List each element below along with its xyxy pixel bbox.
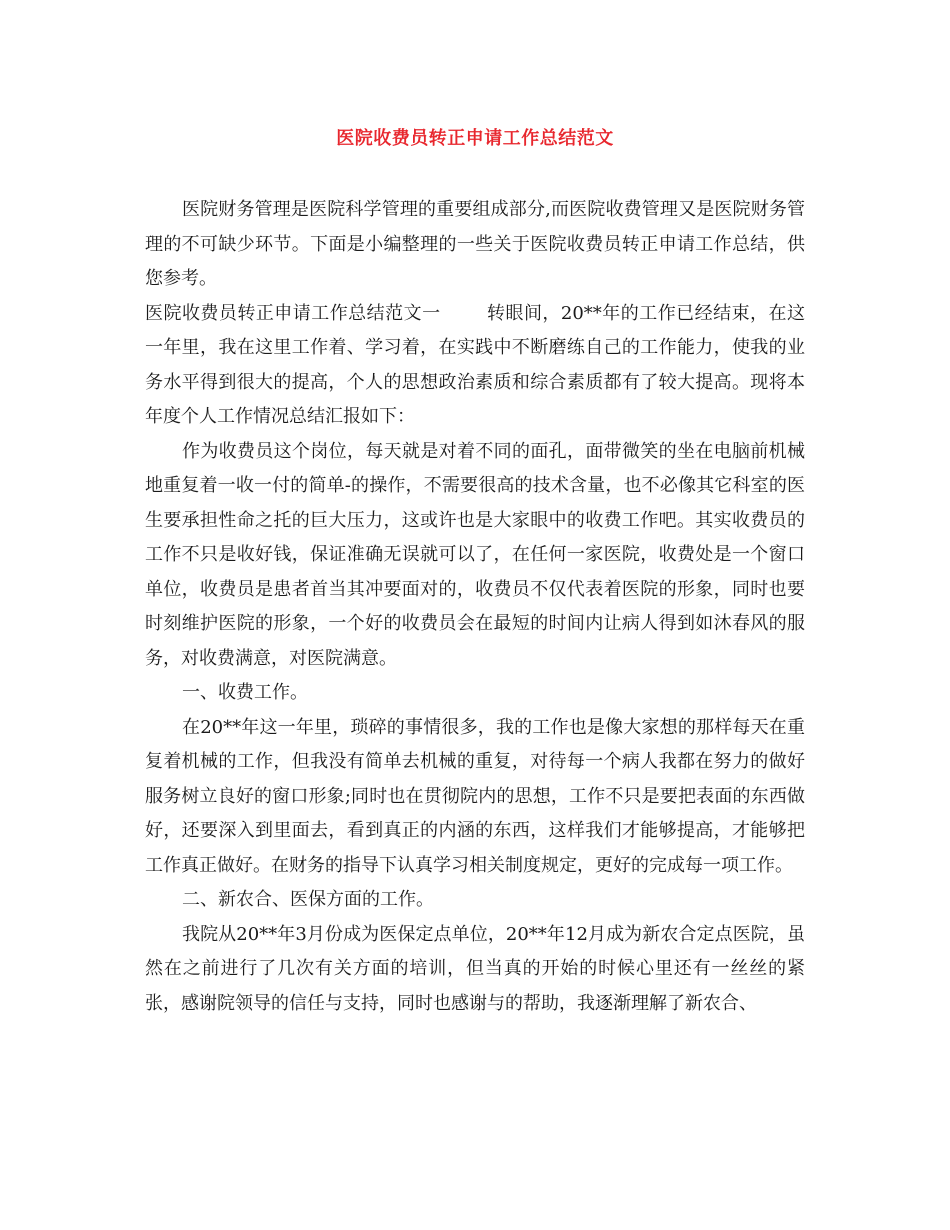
subheading-insurance-work: 二、新农合、医保方面的工作。	[182, 889, 434, 910]
document-body	[145, 193, 805, 1021]
fee-work-paragraph: 在20**年这一年里，琐碎的事情很多，我的工作也是像大家想的那样每天在重复着机械的工作，但我没有简单去机械的重复，对待每一个病人我都在努力的做好服务树立良好的窗口形象;同时也在贯彻院内的思想，工作不只是要把表面的东西做好，还要深入到里面去，看到真正的内涵的东西，这样我们才能够提高，才能够把工作真正做好。在财务的指导下认真学习相关制度规定，更好的完成每一项工作。	[145, 716, 805, 876]
intro-paragraph: 医院财务管理是医院科学管理的重要组成部分,而医院收费管理又是医院财务管理的不可缺少环节。下面是小编整理的一些关于医院收费员转正申请工作总结，供您参考。	[145, 199, 805, 289]
insurance-work-paragraph: 我院从20**年3月份成为医保定点单位，20**年12月成为新农合定点医院，虽然在之前进行了几次有关方面的培训，但当真的开始的时候心里还有一丝丝的紧张，感谢院领导的信任与支持，同时也感谢与的帮助，我逐渐理解了新农合、	[145, 923, 805, 1014]
document-title: 医院收费员转正申请工作总结范文	[336, 128, 614, 149]
section-heading: 医院收费员转正申请工作总结范文一	[145, 302, 441, 324]
section-intro: 转眼间，20**年的工作已经结束，在这一年里，我在这里工作着、学习着，在实践中不断磨练自己的工作能力，使我的业务水平得到很大的提高，个人的思想政治素质和综合素质都有了较大提高。现将本年度个人工作情况总结汇报如下：	[145, 302, 805, 427]
cashier-role-paragraph: 作为收费员这个岗位，每天就是对着不同的面孔，面带微笑的坐在电脑前机械地重复着一收一付的简单-的操作，不需要很高的技术含量，也不必像其它科室的医生要承担性命之托的巨大压力，这或许也是大家眼中的收费工作吧。其实收费员的工作不只是收好钱，保证准确无误就可以了，在任何一家医院，收费处是一个窗口单位，收费员是患者首当其冲要面对的，收费员不仅代表着医院的形象，同时也要时刻维护医院的形象，一个好的收费员会在最短的时间内让病人得到如沐春风的服务，对收费满意，对医院满意。	[145, 440, 805, 669]
section-paragraph	[145, 297, 805, 435]
subheading-fee-work: 一、收费工作。	[182, 682, 308, 703]
